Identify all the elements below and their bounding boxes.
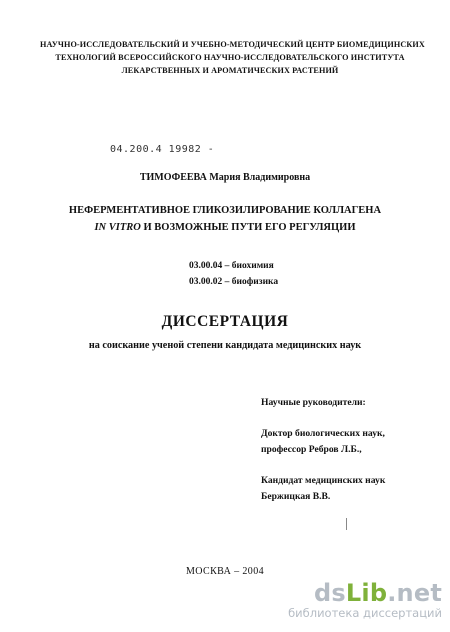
dslib-watermark[interactable] [288,580,442,620]
pencil-mark [346,518,347,530]
institution-line: НАУЧНО-ИССЛЕДОВАТЕЛЬСКИЙ И УЧЕБНО-МЕТОДИЧЕСКИЙ ЦЕНТР БИОМЕДИЦИНСКИХ [40,40,425,49]
supervisor-name: Бержицкая В.В. [261,491,331,502]
registration-stamp: 04.200.4 19982 - [110,144,215,155]
institution-line: ЛЕКАРСТВЕННЫХ И АРОМАТИЧЕСКИХ РАСТЕНИЙ [121,66,339,75]
document-type-heading: ДИССЕРТАЦИЯ [161,313,289,330]
supervisor-title: Кандидат медицинских наук [261,474,386,486]
city-year: МОСКВА – 2004 [185,566,265,577]
specialty-code: 03.00.04 – биохимия [189,261,274,271]
specialty-code: 03.00.02 – биофизика [189,277,279,287]
dslib-logo: dsLib.net [314,579,442,607]
specialty-codes [189,258,278,290]
supervisors-heading: Научные руководители: [261,397,366,408]
institution-name [40,38,425,77]
dissertation-title [0,202,450,236]
title-line-rest: И ВОЗМОЖНЫЕ ПУТИ ЕГО РЕГУЛЯЦИИ [140,222,356,233]
degree-statement: на соискание ученой степени кандидата медицинских наук [88,340,362,351]
institution-line: ТЕХНОЛОГИЙ ВСЕРОССИЙСКОГО НАУЧНО-ИССЛЕДОВАТЕЛЬСКОГО ИНСТИТУТА [55,53,405,62]
title-line [0,219,450,236]
title-italic-term: IN VITRO [94,222,141,233]
title-line: НЕФЕРМЕНТАТИВНОЕ ГЛИКОЗИЛИРОВАНИЕ КОЛЛАГЕНА [68,205,382,216]
author-name: ТИМОФЕЕВА Мария Владимировна [139,172,311,183]
supervisor-name: профессор Ребров Л.Б., [261,444,362,455]
dslib-subtitle: библиотека диссертаций [288,606,442,620]
supervisors-block [261,395,385,506]
supervisor-title: Доктор биологических наук, [261,427,385,439]
